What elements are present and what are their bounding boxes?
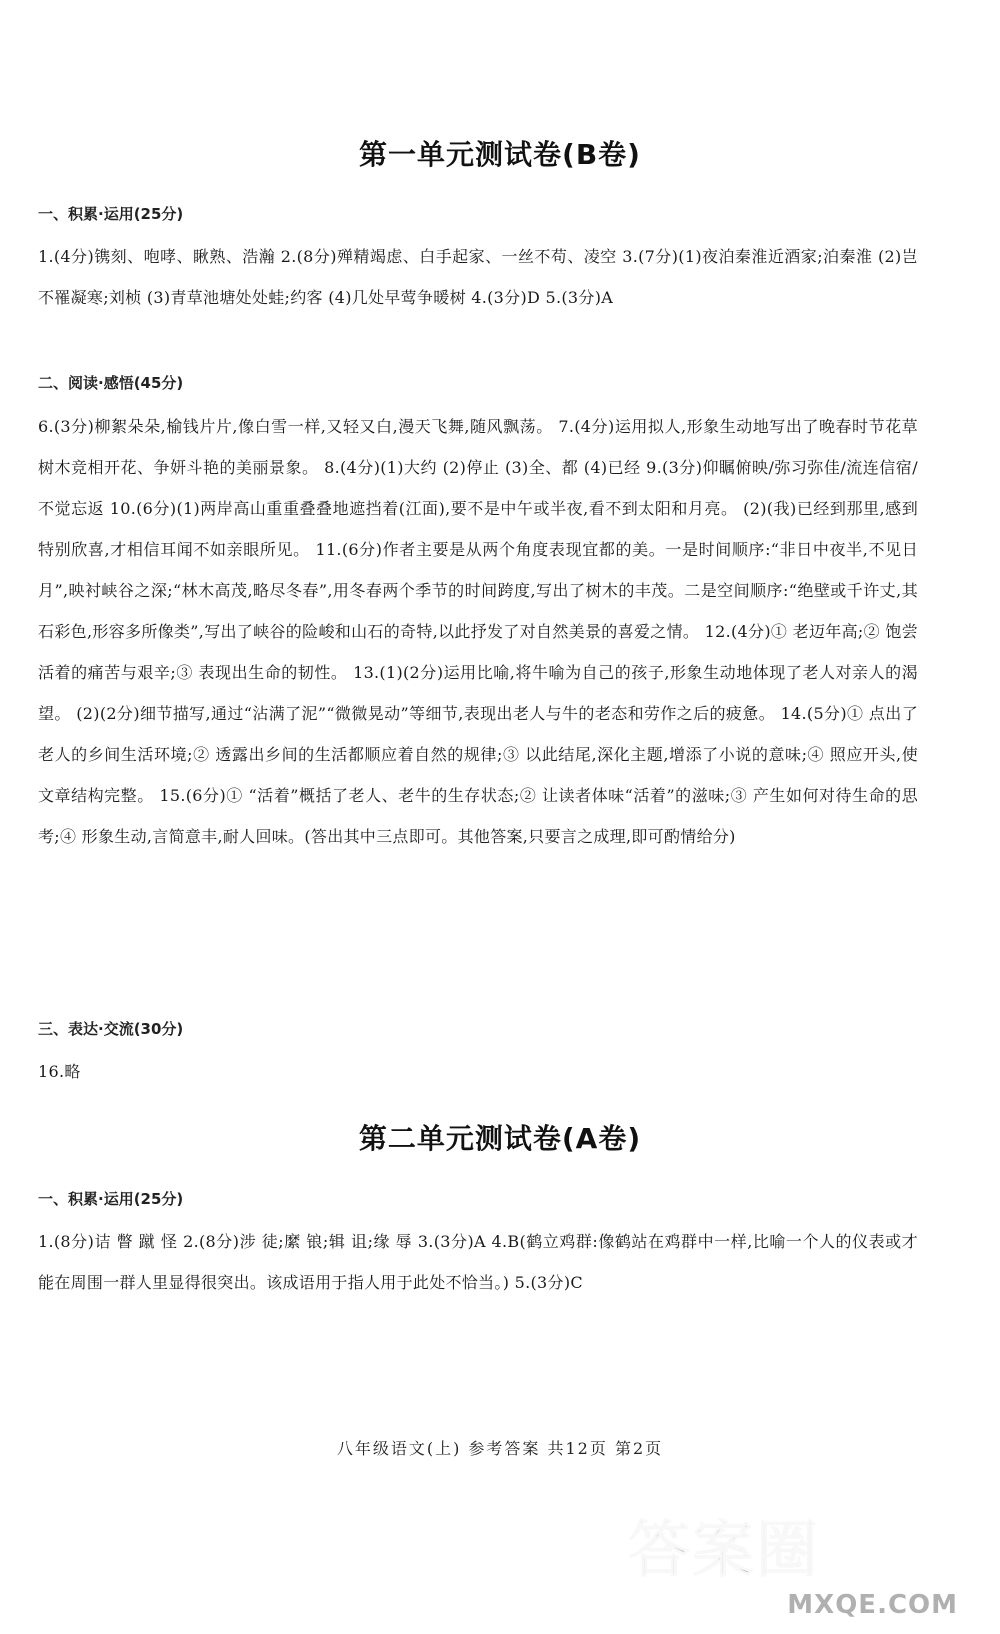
unit1-section3-answers: 16.略 — [38, 1062, 81, 1081]
unit1-title: 第一单元测试卷(B卷) — [359, 138, 641, 171]
unit1-section3-heading: 三、表达·交流(30分) — [38, 1020, 184, 1038]
unit1-section2-answers: 6.(3分)柳絮朵朵,榆钱片片,像白雪一样,又轻又白,漫天飞舞,随风飘荡。 7.(4分)运用拟人,形象生动地写出了晚春时节花草树木竞相开花、争妍斗艳的美丽景象。 8.(4分)(1)大约 (2)停止 (3)全、都 (4)已经 9.(3分)仰瞩俯映/弥习弥佳/流连信宿/不觉忘返 10.(6分)(1)两岸高山重重叠叠地遮挡着(江面),要不是中午或半夜,看不到太阳和月亮。 (2)(我)已经到那里,感到特别欣喜,才相信耳闻不如亲眼所见。 11.(6分)作者主要是从两个角度表现宜都的美。一是时间顺序:“非日中夜半,不见日月”,映衬峡谷之深;“林木高茂,略尽冬春”,用冬春两个季节的时间跨度,写出了树木的丰茂。二是空间顺序:“绝壁或千许丈,其石彩色,形容多所像类”,写出了峡谷的险峻和山石的奇特,以此抒发了对自然美景的喜爱之情。 12.(4分)① 老迈年高;② 饱尝活着的痛苦与艰辛;③ 表现出生命的韧性。 13.(1)(2分)运用比喻,将牛喻为自己的孩子,形象生动地体现了老人对亲人的渴望。 (2)(2分)细节描写,通过“沾满了泥”“微微晃动”等细节,表现出老人与牛的老态和劳作之后的疲惫。 14.(5分)① 点出了老人的乡间生活环境;② 透露出乡间的生活都顺应着自然的规律;③ 以此结尾,深化主题,增添了小说的意味;④ 照应开头,使文章结构完整。 15.(6分)① “活着”概括了老人、老牛的生存状态;② 让读者体味“活着”的滋味;③ 产生如何对待生命的思考;④ 形象生动,言简意丰,耐人回味。(答出其中三点即可。其他答案,只要言之成理,即可酌情给分) — [38, 417, 918, 846]
unit1-section2-heading: 二、阅读·感悟(45分) — [38, 374, 184, 392]
watermark-logo — [628, 1510, 968, 1625]
unit1-section1-heading: 一、积累·运用(25分) — [38, 205, 184, 223]
unit2-title: 第二单元测试卷(A卷) — [358, 1122, 642, 1155]
unit2-section1-heading: 一、积累·运用(25分) — [38, 1190, 184, 1208]
unit1-section1-answers: 1.(4分)镌刻、咆哮、瞅熟、浩瀚 2.(8分)殚精竭虑、白手起家、一丝不苟、凌空 3.(7分)(1)夜泊秦淮近酒家;泊秦淮 (2)岂不罹凝寒;刘桢 (3)青草池塘处处蛙;约客 (4)几处早莺争暖树 4.(3分)D 5.(3分)A — [38, 247, 918, 307]
unit2-section1-answers: 1.(8分)诘 瞥 蹴 怪 2.(8分)涉 徒;縻 锒;辑 诅;缘 辱 3.(3分)A 4.B(鹤立鸡群:像鹤站在鸡群中一样,比喻一个人的仪表或才能在周围一群人里显得很突出。该成语用于指人用于此处不恰当。) 5.(3分)C — [38, 1232, 918, 1292]
watermark-url: MXQE.COM — [787, 1590, 958, 1620]
page-footer: 八年级语文(上) 参考答案 共12页 第2页 — [336, 1439, 664, 1458]
watermark-text: 答案圈 — [628, 1513, 821, 1586]
